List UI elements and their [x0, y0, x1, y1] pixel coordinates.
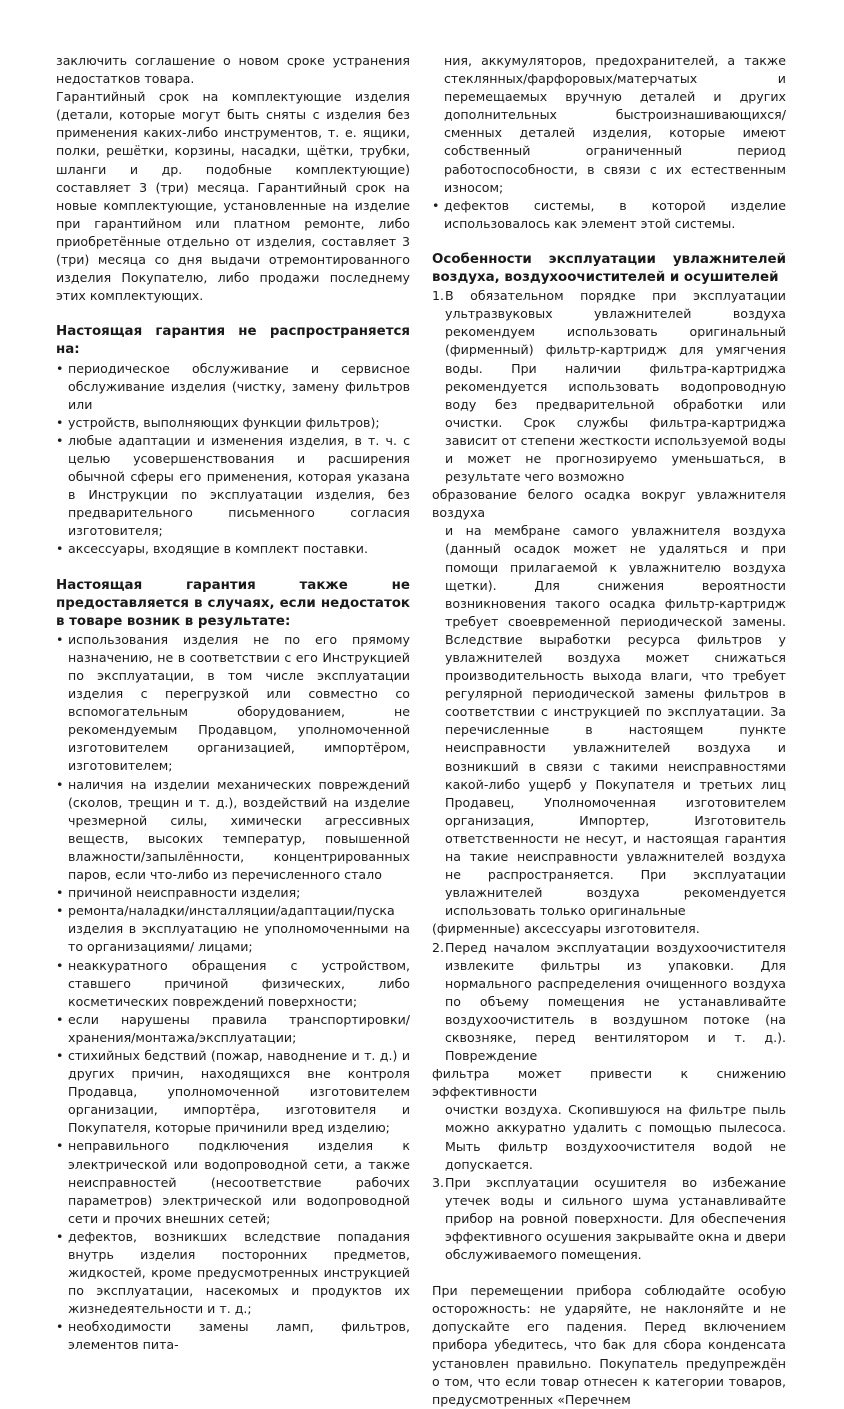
list-item: • использования изделия не по его прямому назначению, не в соответствии с его Инструкцией по эксплуатации, в том числе эксплуатации изделия с перегрузкой или совместно со вспомогательным оборудованием, не рекомендуемым Продавцом, уполномоченной изготовителем организацией, импортёром, изготовителем; — [56, 631, 410, 774]
numbered-item-1-first-line: образование белого осадка вокруг увлажнителя воздуха — [432, 487, 786, 521]
numbered-item-2: 2. Перед началом эксплуатации воздухоочистителя извлеките фильтры из упаковки. Для нормального распределения очищенного воздуха по объему помещения не устанавливайте воздухоочиститель в воздушном потоке (на сквозняке, перед вентилятором и т. д.). Повреждение — [432, 939, 786, 1064]
list-item: • стихийных бедствий (пожар, наводнение и т. д.) и других причин, находящихся вне контроля Продавца, уполномоченной изготовителем организации, импортёра, изготовителя и Покупателя, которые причинили вред изделию; — [56, 1047, 410, 1136]
list-item: • устройств, выполняющих функции фильтров); — [56, 414, 380, 430]
list-item: • необходимости замены ламп, фильтров, элементов пита- — [56, 1319, 410, 1353]
list-item: • ремонта/наладки/инсталляции/адаптации/пуска изделия в эксплуатацию не уполномоченными на то организациями/ лицами; — [56, 903, 410, 955]
list-item: • аксессуары, входящие в комплект поставки. — [56, 541, 368, 557]
numbered-item-2-continuation: очистки воздуха. Скопившуюся на фильтре пыль можно аккуратно удалить с помощью пылесоса. Мыть фильтр воздухоочистителя водой не допускается. — [445, 1102, 786, 1172]
numbered-item-3: 3. При эксплуатации осушителя во избежание утечек воды и сильного шума устанавливайте прибор на ровной поверхности. Для обеспечения эффективного осушения закрывайте окна и двери обслуживаемого помещения. — [432, 1174, 786, 1263]
left-column — [56, 52, 410, 1355]
list-item: • если нарушены правила транспортировки/хранения/монтажа/эксплуатации; — [56, 1011, 410, 1045]
intro-paragraph-2: Гарантийный срок на комплектующие изделия (детали, которые могут быть сняты с изделия без применения каких-либо инструментов, т. е. ящики, полки, решётки, корзины, насадки, щётки, трубки, шланги и др. подобные комплектующие) составляет 3 (три) месяца. Гарантийный срок на новые комплектующие, установленные на изделие при гарантийном или платном ремонте, либо приобретённые отдельно от изделия, составляет 3 (три) месяца со дня выдачи отремонтированного изделия Покупателю, либо продажи последнему этих комплектующих. — [56, 89, 410, 304]
list-item: • наличия на изделии механических повреждений (сколов, трещин и т. д.), воздействий на изделие чрезмерной силы, химически агрессивных веществ, высоких температур, повышенной влажности/запылённости, концентрированных паров, если что-либо из перечисленного стало — [56, 776, 410, 883]
list-continuation: ния, аккумуляторов, предохранителей, а также стеклянных/фарфоровых/матерчатых и перемещаемых вручную деталей и других дополнительных быстроизнашивающихся/сменных деталей изделия, которые имеют собственный ограниченный период работоспособности, в связи с их естественным износом; — [444, 53, 786, 195]
heading-not-provided: Настоящая гарантия также не предоставляется в случаях, если недостаток в товаре возник в результате: — [56, 577, 410, 629]
closing-paragraph: При перемещении прибора соблюдайте особую осторожность: не ударяйте, не наклоняйте и не допускайте его падения. Перед включением прибора убедитесь, что бак для сбора конденсата установлен правильно. Покупатель предупреждён о том, что если товар отнесен к категории товаров, предусмотренных «Перечнем — [432, 1283, 786, 1407]
list-item: • любые адаптации и изменения изделия, в т. ч. с целью усовершенствования и расширения обычной сферы его применения, которая указана в Инструкции по эксплуатации изделия, без предварительного письменного согласия изготовителя; — [56, 432, 410, 539]
intro-paragraph-1: заключить соглашение о новом сроке устранения недостатков товара. — [56, 53, 410, 87]
list-item: • дефектов, возникших вследствие попадания внутрь изделия посторонних предметов, жидкостей, кроме предусмотренных инструкцией по эксплуатации, насекомых и продуктов их жизнедеятельности и т. д.; — [56, 1228, 410, 1317]
numbered-item-1: 1. В обязательном порядке при эксплуатации ультразвуковых увлажнителей воздуха рекомендуем использовать оригинальный (фирменный) фильтр-картридж для умягчения воды. При наличии фильтра-картриджа рекомендуется использовать водопроводную воду без предварительной обработки или очистки. Срок службы фильтра-картриджа зависит от степени жесткости используемой воды и может не прогнозируемо уменьшаться, в результате чего возможно — [432, 288, 786, 485]
list-item: • периодическое обслуживание и сервисное обслуживание изделия (чистку, замену фильтров или — [56, 360, 410, 412]
heading-usage-features: Особенности эксплуатации увлажнителей воздуха, воздухоочистителей и осушителей — [432, 251, 786, 286]
list-item: • неаккуратного обращения с устройством, ставшего причиной физических, либо косметических повреждений поверхности; — [56, 957, 410, 1009]
numbered-item-2-first-line: фильтра может привести к снижению эффективности — [432, 1066, 786, 1100]
numbered-item-1-tail: (фирменные) аксессуары изготовителя. — [432, 921, 700, 937]
list-item: • причиной неисправности изделия; — [56, 885, 301, 901]
list-item: • неправильного подключения изделия к электрической или водопроводной сети, а также неисправностей (несоответствие рабочих параметров) электрической или водопроводной сети и прочих внешних сетей; — [56, 1138, 410, 1226]
numbered-item-1-continuation: и на мембране самого увлажнителя воздуха (данный осадок может не удаляться и при помощи прилагаемой к увлажнителю воздуха щетки). Для снижения вероятности возникновения такого осадка фильтр-картридж требует своевременной периодической замены. Вследствие выработки ресурса фильтров у увлажнителей воздуха может снижаться производительность выхода влаги, что требует регулярной периодической замены фильтров в соответствии с инструкцией по эксплуатации. За перечисленные в настоящем пункте неисправности увлажнителей воздуха и возникший в связи с такими неисправностями какой-либо ущерб у Покупателя и третьих лиц Продавец, Уполномоченная изготовителем организация, Импортер, Изготовитель ответственности не несут, и настоящая гарантия на такие неисправности увлажнителей воздуха не распространяется. При эксплуатации увлажнителей воздуха рекомендуется использовать только оригинальные — [445, 523, 786, 919]
heading-not-covered: Настоящая гарантия не распространяется на: — [56, 324, 410, 358]
list-not-provided — [56, 631, 410, 1355]
list-not-covered — [56, 360, 410, 559]
list-item: • дефектов системы, в которой изделие использовалось как элемент этой системы. — [432, 197, 786, 231]
right-column — [432, 52, 786, 1409]
